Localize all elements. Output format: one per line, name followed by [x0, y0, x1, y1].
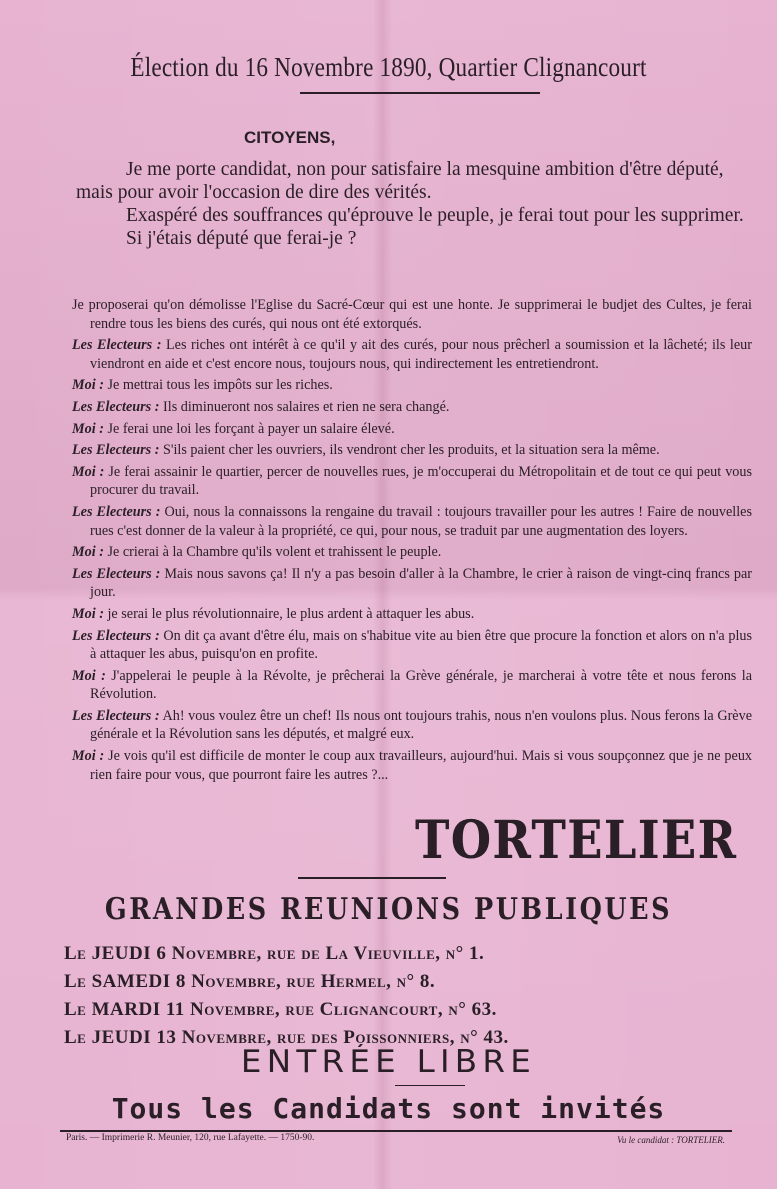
poster-title: Élection du 16 Novembre 1890, Quartier Clignancourt — [130, 52, 647, 82]
speaker: Les Electeurs : — [72, 442, 160, 459]
dialogue-entry — [72, 398, 752, 417]
reunions-heading: GRANDES REUNIONS PUBLIQUES — [104, 892, 673, 927]
meeting-item: Le MARDI 11 Novembre, rue Clignancourt, n° 63. — [64, 999, 497, 1020]
dialogue-entry — [72, 441, 752, 460]
dialogue-entry — [72, 296, 752, 333]
title-underline — [300, 92, 540, 94]
dialogue-text: Les riches ont intérêt à ce qu'il y ait des curés, pour nous prêcherl a soumission et la lâcheté; ils leur viendront en aide et c'est encore nous, toujours nous, qui indirectement les entretiendront. — [90, 337, 752, 372]
dialogue-text: Je crierai à la Chambre qu'ils volent et trahissent le peuple. — [107, 544, 442, 561]
candidates-invited: Tous les Candidats sont invités — [111, 1092, 666, 1125]
dialogue-entry — [72, 747, 752, 784]
dialogue — [72, 296, 752, 787]
dialogue-text: Je vois qu'il est difficile de monter le coup aux travailleurs, aujourd'hui. Mais si vous soupçonnez que je ne peux rien faire pour vous, que pourront faire les autres ?... — [90, 748, 753, 783]
dialogue-entry — [72, 543, 752, 562]
speaker: Moi : — [72, 667, 106, 684]
speaker: Moi : — [72, 420, 104, 437]
meeting-item: Le JEUDI 6 Novembre, rue de La Vieuville, n° 1. — [64, 943, 485, 964]
entree-libre: ENTRÉE LIBRE — [240, 1044, 537, 1080]
dialogue-entry — [72, 463, 752, 500]
speaker: Les Electeurs : — [72, 503, 161, 520]
dialogue-entry — [72, 503, 752, 540]
salutation: CITOYENS, — [244, 128, 336, 147]
dialogue-entry — [72, 565, 752, 602]
dialogue-text: Oui, nous la connaissons la rengaine du travail : toujours travailler pour les autres ! Faire de nouvelles rues c'est donner de la valeur à la propriété, ce qui, pour nous, se traduit par une augmentation des loyers. — [90, 503, 752, 539]
printer-line: Paris. — Imprimerie R. Meunier, 120, rue Lafayette. — 1750-90. — [66, 1133, 315, 1143]
dialogue-entry — [72, 627, 752, 664]
speaker: Les Electeurs : — [72, 337, 162, 354]
dialogue-text: Je ferai une loi les forçant à payer un salaire élevé. — [107, 420, 395, 437]
speaker: Moi : — [72, 377, 104, 394]
speaker: Moi : — [72, 544, 104, 561]
dialogue-entry — [72, 376, 752, 395]
speaker: Moi : — [72, 605, 104, 622]
intro-text — [76, 158, 746, 250]
speaker: Moi : — [72, 748, 105, 765]
dialogue-text: J'appelerai le peuple à la Révolte, je prêcherai la Grève générale, je marcherai à votre tête et nous ferons la Révolution. — [90, 667, 752, 703]
dialogue-entry — [72, 420, 752, 439]
speaker: Les Electeurs : — [72, 398, 160, 415]
entree-underline — [395, 1085, 465, 1086]
dialogue-text: Je mettrai tous les impôts sur les riches. — [107, 377, 333, 394]
approval-line: Vu le candidat : TORTELIER. — [617, 1135, 725, 1145]
dialogue-text: Ils diminueront nos salaires et rien ne sera changé. — [163, 398, 450, 415]
dialogue-text: S'ils paient cher les ouvriers, ils vendront cher les produits, et la situation sera la même. — [163, 442, 660, 459]
dialogue-text: Je ferai assainir le quartier, percer de nouvelles rues, je m'occuperai du Métropolitain et de tout ce qui peut vous procurer du travail. — [90, 463, 752, 499]
dialogue-text: Ah! vous voulez être un chef! Ils nous ont toujours trahis, nous n'en voulons plus. Nous ferons la Grève générale et la Révolution sans les députés, et malgré eux. — [90, 707, 752, 743]
intro-paragraph: Je me porte candidat, non pour satisfaire la mesquine ambition d'être député, mais pour avoir l'occasion de dire des vérités. — [76, 159, 724, 203]
dialogue-text: Mais nous savons ça! Il n'y a pas besoin d'aller à la Chambre, le crier à raison de vingt-cinq francs par jour. — [90, 565, 753, 601]
meeting-item: Le SAMEDI 8 Novembre, rue Hermel, n° 8. — [64, 971, 436, 992]
dialogue-text: Je proposerai qu'on démolisse l'Eglise du Sacré-Cœur qui est une honte. Je supprimerai le budjet des Cultes, je ferai rendre tous les biens des curés, qui nous ont été extorqués. — [72, 297, 752, 332]
intro-question: Si j'étais député que ferai-je ? — [126, 228, 357, 249]
intro-paragraph: Exaspéré des souffrances qu'éprouve le peuple, je ferai tout pour les supprimer. — [126, 205, 744, 226]
dialogue-entry — [72, 667, 752, 704]
meeting-list — [64, 940, 509, 1052]
dialogue-entry — [72, 605, 752, 624]
dialogue-text: je serai le plus révolutionnaire, le plus ardent à attaquer les abus. — [107, 605, 475, 622]
footer-rule — [60, 1130, 732, 1132]
speaker: Les Electeurs : — [72, 627, 160, 644]
speaker: Les Electeurs : — [72, 707, 160, 724]
speaker: Moi : — [72, 463, 105, 480]
meeting-item: Le JEUDI 13 Novembre, rue des Poissonniers, n° 43. — [64, 1027, 509, 1048]
dialogue-text: On dit ça avant d'être élu, mais on s'habitue vite au bien être que procure la fonction et alors on n'a plus à attaquer les abus, puisqu'on en profite. — [90, 627, 753, 663]
section-divider — [298, 877, 446, 879]
dialogue-entry — [72, 707, 752, 744]
candidate-name: TORTELIER — [414, 810, 737, 871]
speaker: Les Electeurs : — [72, 565, 161, 582]
dialogue-entry — [72, 336, 752, 373]
